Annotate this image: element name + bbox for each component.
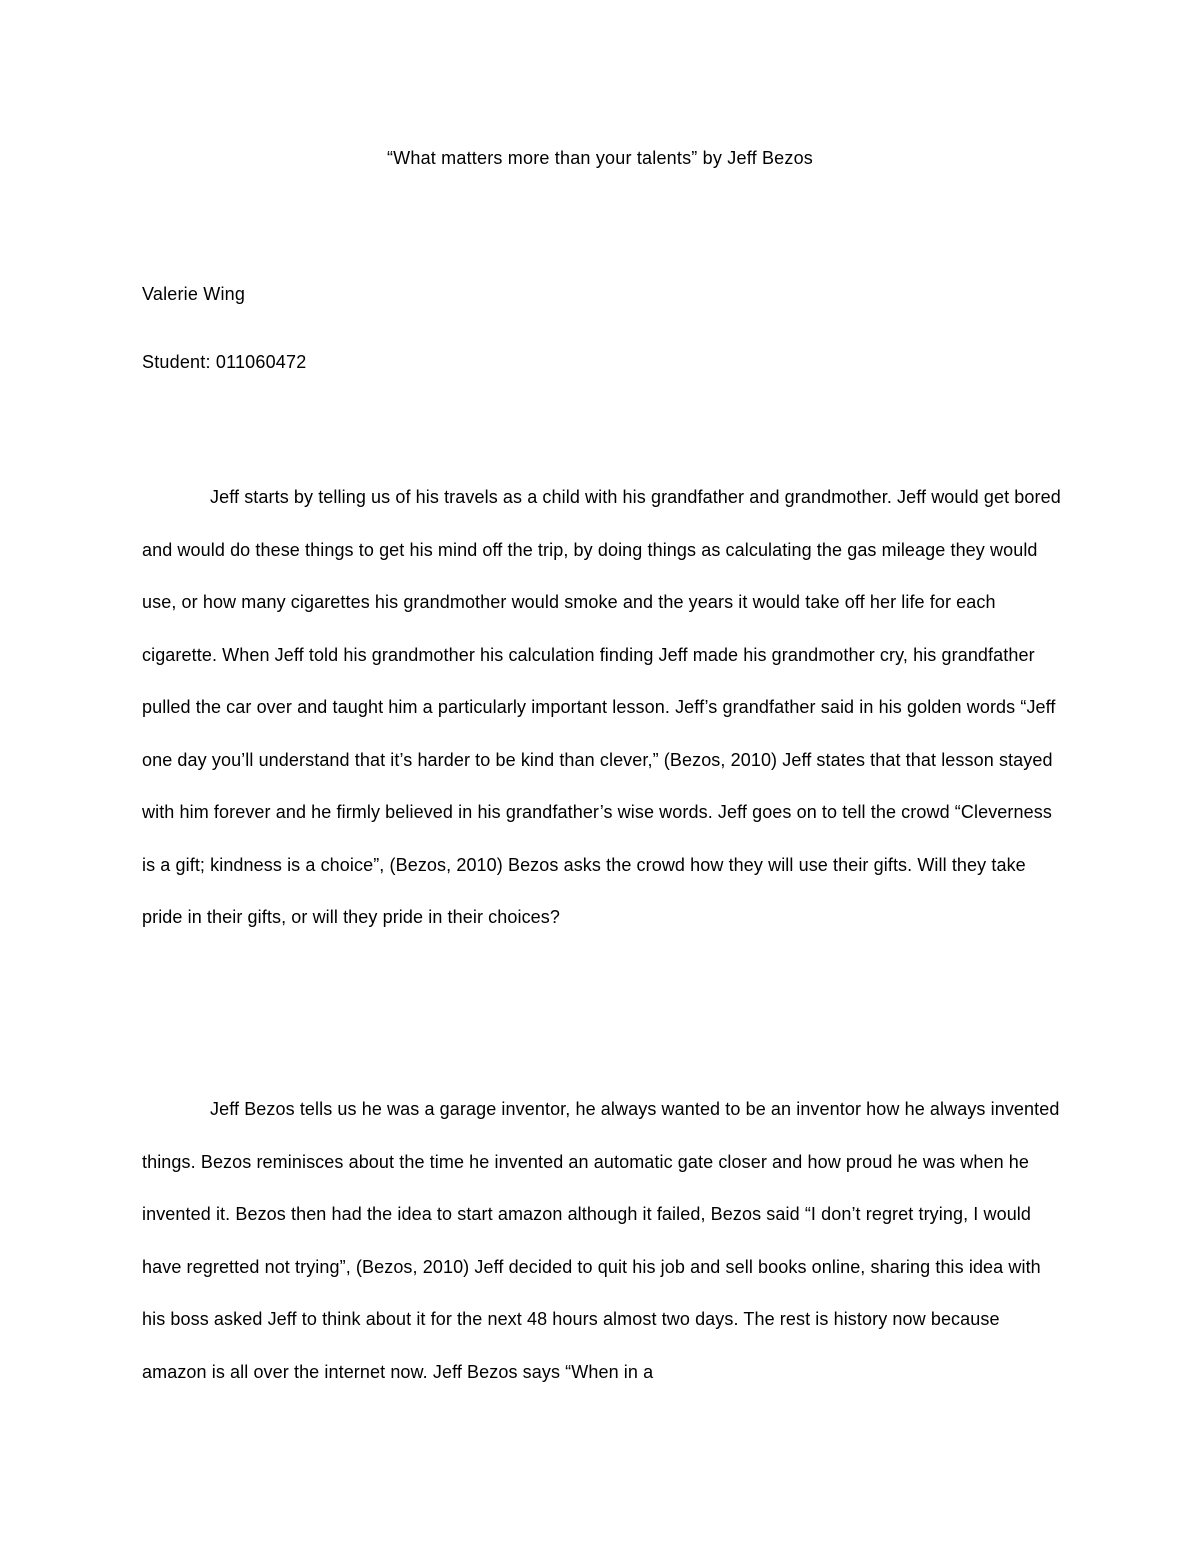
author-name: Valerie Wing bbox=[142, 284, 246, 304]
student-id-line: Student: 011060472 bbox=[142, 352, 307, 372]
document-title: “What matters more than your talents” by Jeff Bezos bbox=[386, 148, 814, 168]
body-paragraph-1: Jeff starts by telling us of his travels as a child with his grandfather and grandmother. Jeff would get bored and would do these things to get his mind off the trip, by doing things as calculating the gas mileage they would use, or how many cigarettes his grandmother would smoke and the years it would take off her life for each cigarette. When Jeff told his grandmother his calculation finding Jeff made his grandmother cry, his grandfather pulled the car over and taught him a particularly important lesson. Jeff’s grandfather said in his golden words “Jeff one day you’ll understand that it’s harder to be kind than clever,” (Bezos, 2010) Jeff states that that lesson stayed with him forever and he firmly believed in his grandfather’s wise words. Jeff goes on to tell the crowd “Cleverness is a gift; kindness is a choice”, (Bezos, 2010) Bezos asks the crowd how they will use their gifts. Will they take pride in their gifts, or will they pride in their choices? bbox=[142, 487, 1061, 927]
body-paragraph-2: Jeff Bezos tells us he was a garage inventor, he always wanted to be an inventor how he always invented things. Bezos reminisces about the time he invented an automatic gate closer and how proud he was when he invented it. Bezos then had the idea to start amazon although it failed, Bezos said “I don’t regret trying, I would have regretted not trying”, (Bezos, 2010) Jeff decided to quit his job and sell books online, sharing this idea with his boss asked Jeff to think about it for the next 48 hours almost two days. The rest is history now because amazon is all over the internet now. Jeff Bezos says “When in a bbox=[142, 1099, 1060, 1382]
